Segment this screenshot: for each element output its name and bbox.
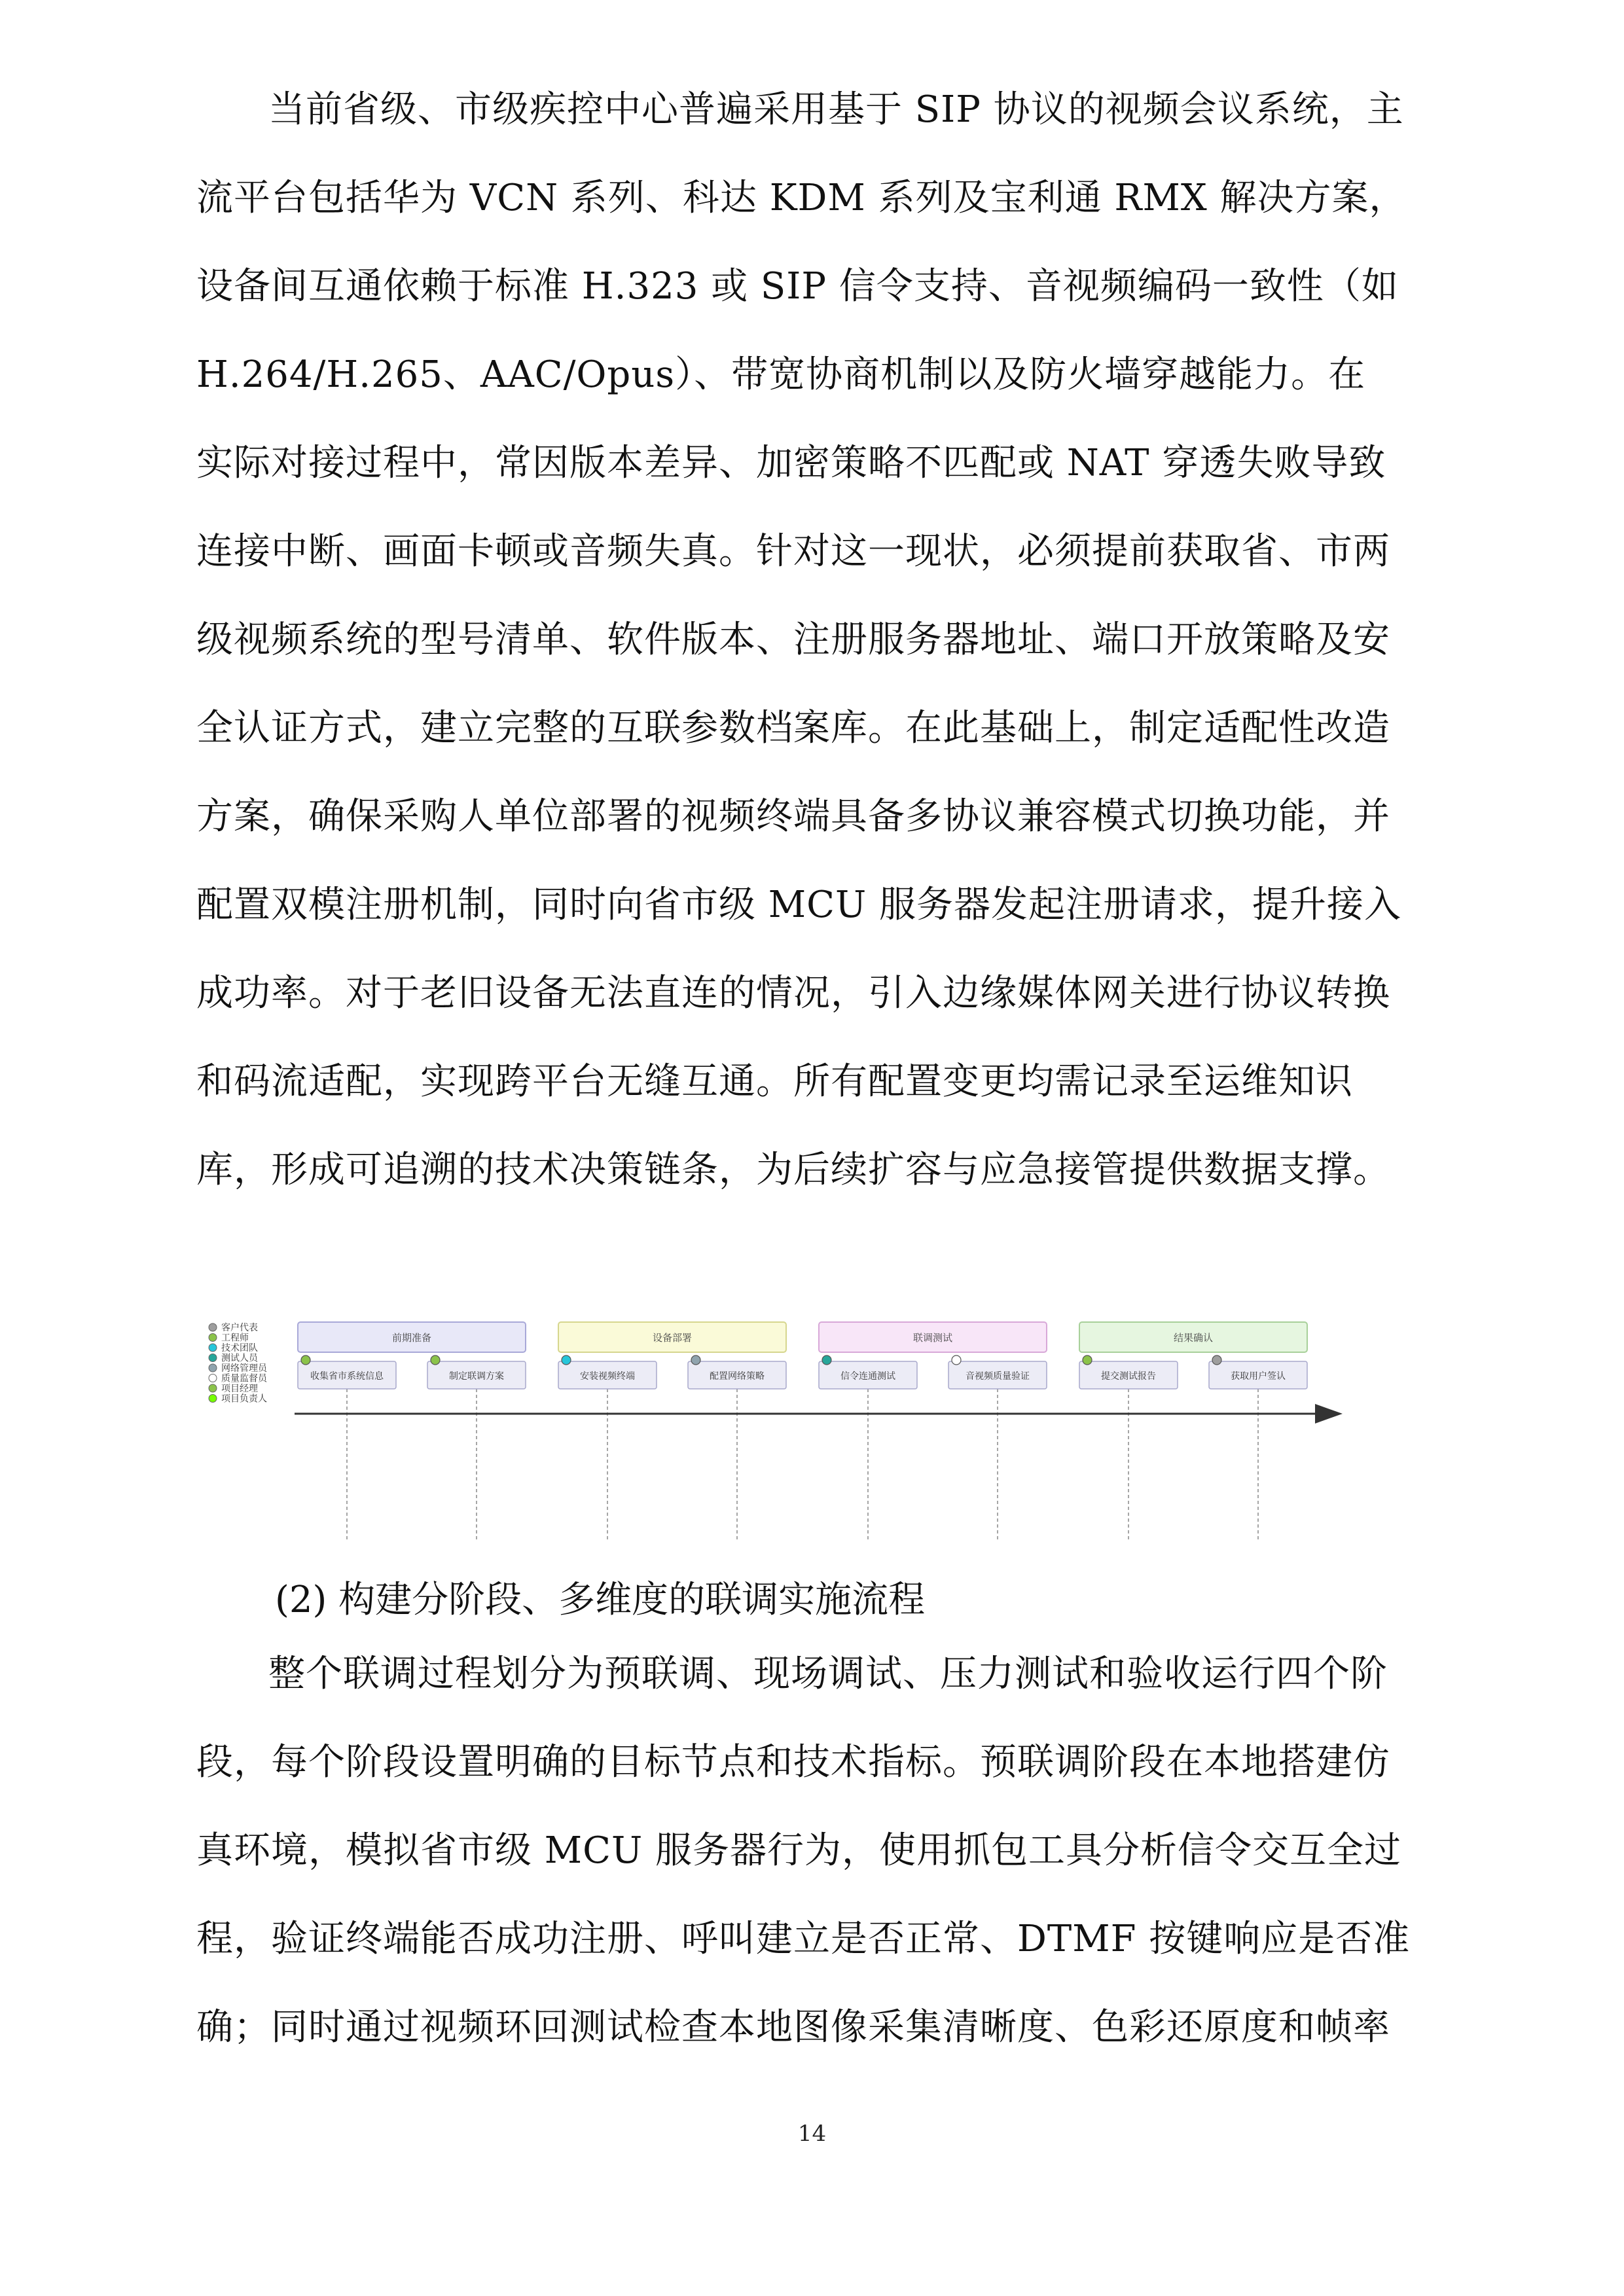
task-label: 提交测试报告 xyxy=(1101,1371,1156,1382)
text-line: 全认证方式，建立完整的互联参数档案库。在此基础上，制定适配性改造 xyxy=(196,707,1390,749)
text-line: 段，每个阶段设置明确的目标节点和技术指标。预联调阶段在本地搭建仿 xyxy=(196,1741,1390,1784)
text-line: 配置双模注册机制，同时向省市级 MCU 服务器发起注册请求，提升接入 xyxy=(196,884,1401,926)
legend-dot xyxy=(209,1344,217,1352)
text-line: 库，形成可追溯的技术决策链条，为后续扩容与应急接管提供数据支撑。 xyxy=(196,1149,1390,1191)
text-line: 成功率。对于老旧设备无法直连的情况，引入边缘媒体网关进行协议转换 xyxy=(196,972,1390,1014)
legend-label: 客户代表 xyxy=(221,1323,258,1333)
legend-label: 项目经理 xyxy=(221,1384,258,1394)
text-line: H.264/H.265、AAC/Opus）、带宽协商机制以及防火墙穿越能力。在 xyxy=(196,353,1366,396)
text-line: 连接中断、画面卡顿或音频失真。针对这一现状，必须提前获取省、市两 xyxy=(196,530,1390,573)
legend-dot xyxy=(209,1384,217,1392)
task-label: 配置网络策略 xyxy=(710,1371,765,1382)
task-role-dot xyxy=(952,1355,961,1365)
legend-dot xyxy=(209,1364,217,1372)
legend-dot xyxy=(209,1323,217,1331)
legend xyxy=(209,1322,268,1405)
task-role-dot xyxy=(1212,1355,1221,1365)
task-role-dot xyxy=(1083,1355,1092,1365)
phase-label: 联调测试 xyxy=(912,1332,953,1344)
task-role-dot xyxy=(431,1355,440,1365)
legend-dot xyxy=(209,1374,217,1382)
body-paragraph-2 xyxy=(196,1630,1440,2072)
text-line: 整个联调过程划分为预联调、现场调试、压力测试和验收运行四个阶 xyxy=(268,1653,1388,1695)
legend-label: 技术团队 xyxy=(221,1343,258,1354)
task-label: 音视频质量验证 xyxy=(965,1371,1030,1382)
task-role-dot xyxy=(691,1355,700,1365)
legend-label: 工程师 xyxy=(221,1333,249,1344)
task-label: 收集省市系统信息 xyxy=(310,1371,384,1382)
phase-label: 前期准备 xyxy=(391,1332,432,1344)
legend-dot xyxy=(209,1395,217,1403)
task-label: 制定联调方案 xyxy=(449,1371,504,1382)
task-role-dot xyxy=(822,1355,831,1365)
text-line: 当前省级、市级疾控中心普遍采用基于 SIP 协议的视频会议系统，主 xyxy=(268,88,1404,131)
phase-label: 结果确认 xyxy=(1173,1332,1214,1344)
guide-lines xyxy=(347,1389,1258,1539)
task-role-dot xyxy=(301,1355,310,1365)
legend-label: 质量监督员 xyxy=(221,1373,267,1384)
text-line: 程，验证终端能否成功注册、呼叫建立是否正常、DTMF 按键响应是否准 xyxy=(196,1918,1411,1960)
legend-label: 测试人员 xyxy=(221,1353,258,1364)
task-role-dot xyxy=(562,1355,571,1365)
timeline-svg xyxy=(196,1302,1375,1564)
text-line: 级视频系统的型号清单、软件版本、注册服务器地址、端口开放策略及安 xyxy=(196,619,1390,661)
legend-label: 项目负责人 xyxy=(221,1393,267,1405)
page-number: 14 xyxy=(797,2121,827,2147)
text-line: 设备间互通依赖于标准 H.323 或 SIP 信令支持、音视频编码一致性（如 xyxy=(196,265,1399,308)
task-label: 安装视频终端 xyxy=(580,1371,635,1382)
phase-label: 设备部署 xyxy=(652,1332,693,1344)
legend-dot xyxy=(209,1334,217,1342)
legend-dot xyxy=(209,1354,217,1362)
text-line: 方案，确保采购人单位部署的视频终端具备多协议兼容模式切换功能，并 xyxy=(196,795,1390,838)
task-label: 获取用户签认 xyxy=(1231,1371,1286,1382)
text-line: 流平台包括华为 VCN 系列、科达 KDM 系列及宝利通 RMX 解决方案， xyxy=(196,177,1407,219)
task-row xyxy=(298,1355,1307,1389)
text-line: 实际对接过程中，常因版本差异、加密策略不匹配或 NAT 穿透失败导致 xyxy=(196,442,1386,484)
legend-label: 网络管理员 xyxy=(221,1363,267,1374)
section-heading: (2) 构建分阶段、多维度的联调实施流程 xyxy=(275,1579,926,1621)
body-paragraph-1 xyxy=(196,65,1440,1214)
phase-row xyxy=(298,1322,1307,1352)
text-line: 确；同时通过视频环回测试检查本地图像采集清晰度、色彩还原度和帧率 xyxy=(196,2006,1390,2049)
task-label: 信令连通测试 xyxy=(840,1371,895,1382)
text-line: 和码流适配，实现跨平台无缝互通。所有配置变更均需记录至运维知识 xyxy=(196,1060,1353,1103)
timeline-diagram xyxy=(196,1302,1375,1564)
text-line: 真环境，模拟省市级 MCU 服务器行为，使用抓包工具分析信令交互全过 xyxy=(196,1829,1401,1872)
